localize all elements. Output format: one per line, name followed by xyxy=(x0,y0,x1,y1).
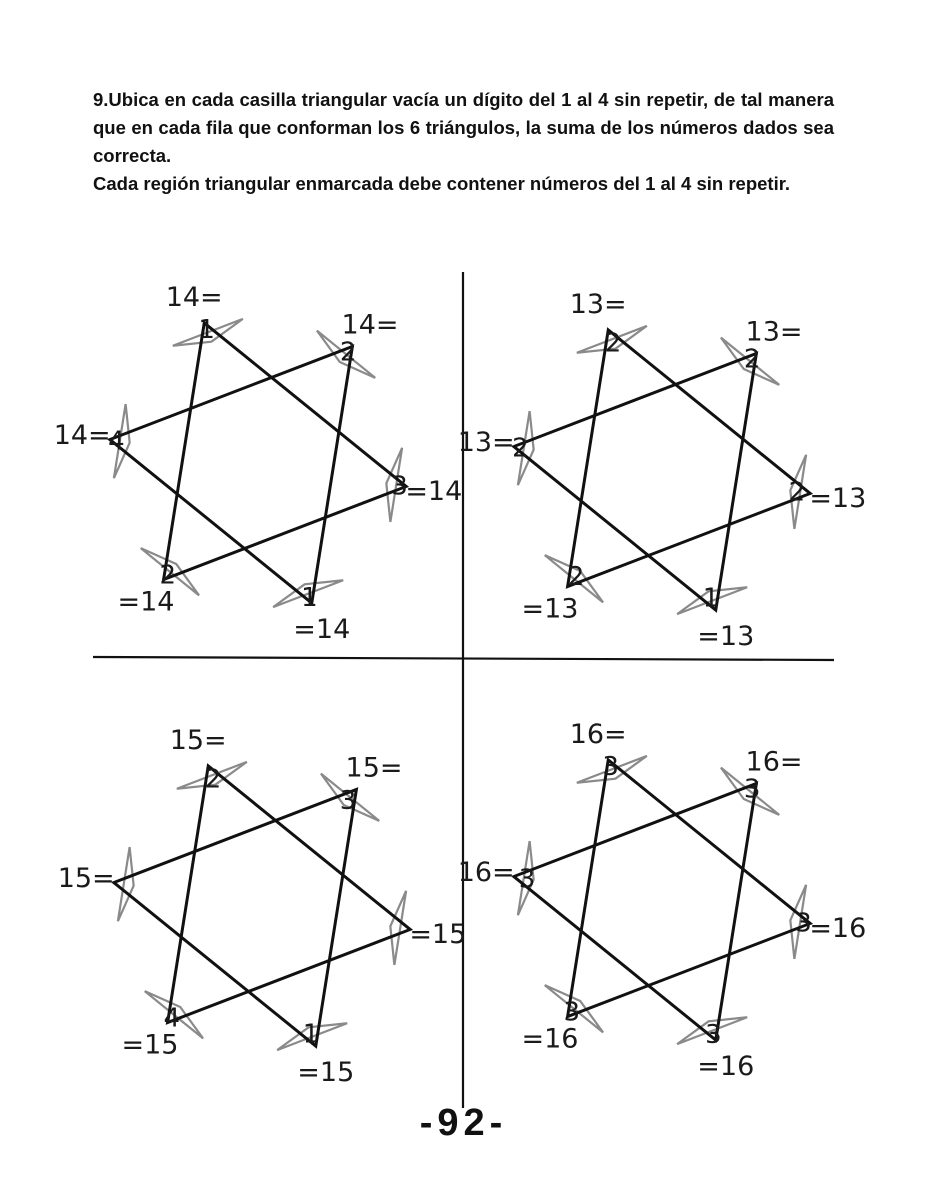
sum-label: 13= xyxy=(569,288,627,320)
given-digit: 2 xyxy=(512,433,529,464)
sum-label: 13= xyxy=(745,316,803,348)
given-digit: 3 xyxy=(339,785,357,816)
outline-triangle-1 xyxy=(568,330,811,587)
given-digit: 2 xyxy=(788,477,806,508)
outline-triangle-1 xyxy=(568,760,811,1017)
given-digit: 3 xyxy=(518,864,536,895)
given-digit: 1 xyxy=(198,315,215,346)
inner-grid-right xyxy=(390,891,406,965)
given-digit: 2 xyxy=(567,562,585,593)
given-digit: 1 xyxy=(302,1019,320,1050)
sum-label: 16= xyxy=(745,746,803,778)
star-puzzle-top-left xyxy=(54,282,463,645)
sum-label: 14= xyxy=(165,281,223,313)
page-number: -92- xyxy=(419,1102,508,1144)
sum-label: =14 xyxy=(117,586,175,618)
given-digit: 2 xyxy=(743,344,761,375)
sum-label: =13 xyxy=(521,593,579,625)
given-digit: 2 xyxy=(204,764,222,795)
given-digit: 3 xyxy=(705,1019,722,1050)
sum-label: =16 xyxy=(809,912,867,944)
sum-label: =15 xyxy=(121,1029,179,1061)
star-puzzle-bottom-left xyxy=(58,725,467,1088)
given-digit: 4 xyxy=(108,426,125,457)
sum-label: 14= xyxy=(341,309,399,341)
star-puzzle-bottom-right xyxy=(458,719,867,1082)
sum-label: =13 xyxy=(697,621,755,653)
sum-label: 15= xyxy=(169,724,227,756)
outline-triangle-2 xyxy=(114,789,357,1046)
given-digit: 3 xyxy=(743,774,761,805)
given-digit: 4 xyxy=(163,1003,181,1034)
given-digit: 3 xyxy=(391,471,408,502)
star-puzzle-top-right xyxy=(458,289,867,652)
given-digit: 3 xyxy=(563,997,581,1028)
given-digit: 1 xyxy=(301,582,318,613)
horizontal-divider xyxy=(93,657,834,660)
outline-triangle-2 xyxy=(514,353,757,610)
sum-label: =16 xyxy=(521,1023,579,1055)
outline-triangle-1 xyxy=(164,323,407,580)
given-digit: 2 xyxy=(604,328,622,359)
sum-label: =14 xyxy=(405,475,463,507)
sum-label: 16= xyxy=(457,857,515,889)
outline-triangle-1 xyxy=(168,766,411,1023)
sum-label: 14= xyxy=(53,420,111,452)
sum-label: =15 xyxy=(409,918,467,950)
sum-label: 15= xyxy=(57,863,115,895)
sum-label: 15= xyxy=(345,752,403,784)
given-digit: 3 xyxy=(795,908,812,939)
sum-label: =15 xyxy=(297,1057,355,1089)
given-digit: 1 xyxy=(702,583,720,614)
given-digit: 3 xyxy=(602,752,619,783)
instructions-paragraph-2: Cada región triangular enmarcada debe contener números del 1 al 4 sin repetir. xyxy=(93,173,791,194)
given-digit: 2 xyxy=(339,337,357,368)
given-digit: 2 xyxy=(159,560,177,591)
outline-triangle-2 xyxy=(514,783,757,1040)
sum-label: =14 xyxy=(293,614,351,646)
outline-triangle-2 xyxy=(110,346,353,603)
instructions-paragraph-1: 9.Ubica en cada casilla triangular vacía un dígito del 1 al 4 sin repetir, de tal manera que en cada fila que conforman los 6 triángulos, la suma de los números dados sea correcta. xyxy=(93,89,834,166)
sum-label: 13= xyxy=(457,427,515,459)
sum-label: 16= xyxy=(569,718,627,750)
sum-label: =16 xyxy=(697,1051,755,1083)
inner-grid-left xyxy=(118,847,134,921)
sum-label: =13 xyxy=(809,482,867,514)
